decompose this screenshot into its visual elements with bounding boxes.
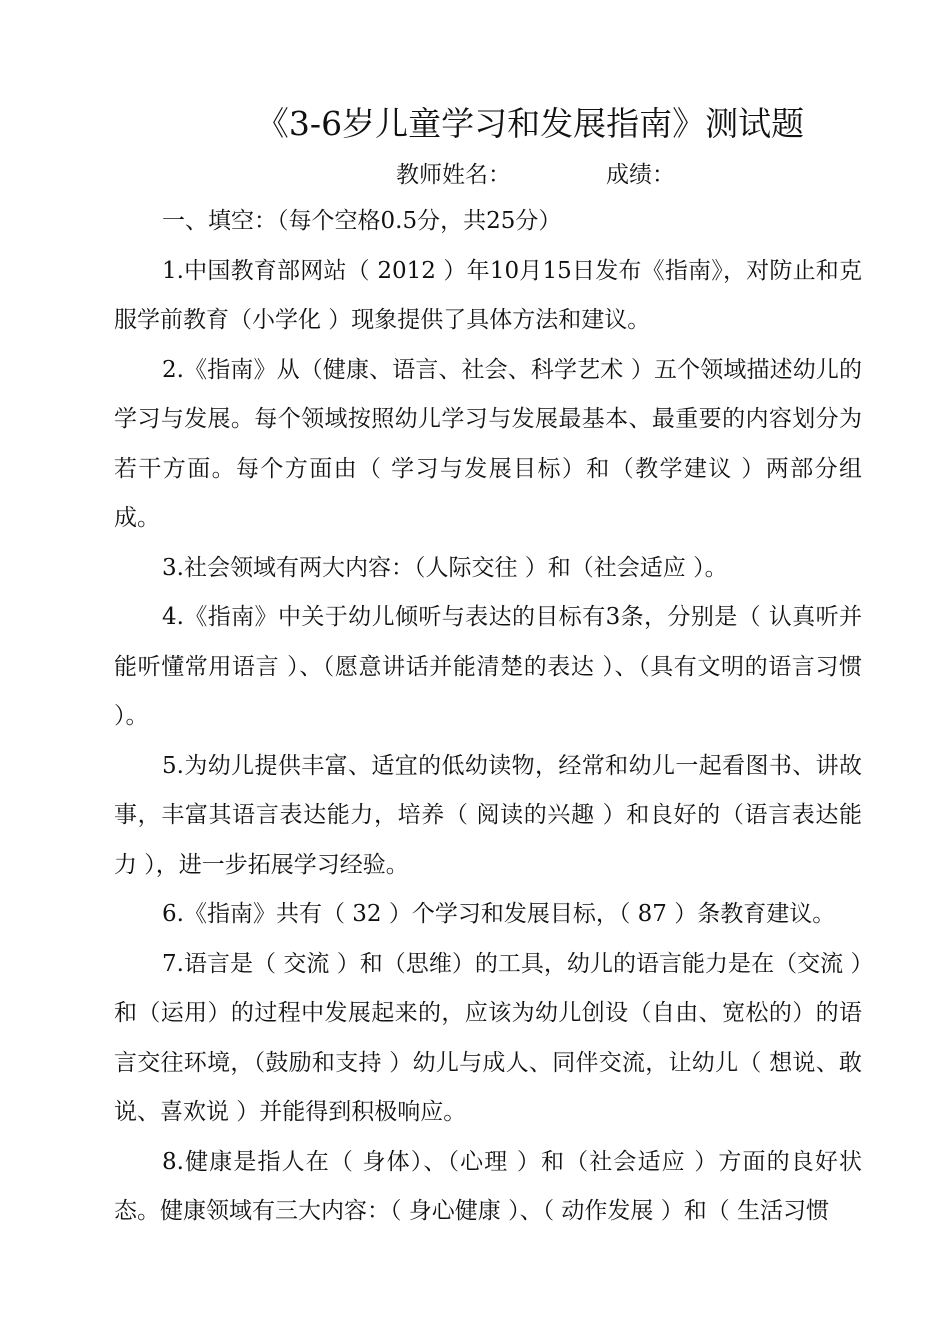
question-6: 6.《指南》共有（ 32 ）个学习和发展目标，（ 87 ）条教育建议。 (162, 901, 836, 927)
question-2: 2.《指南》从（健康、语言、社会、科学艺术 ）五个领域描述幼儿的学习与发展。每个领域按照幼儿学习与发展最基本、最重要的内容划分为若干方面。每个方面由（ 学习与发展目标）和（教学建议 ）两部分组成。 (114, 356, 862, 531)
question-8: 8.健康是指人在（ 身体）、（心理 ）和（社会适应 ）方面的良好状态。健康领域有三大内容：（ 身心健康 ）、（ 动作发展 ）和（ 生活习惯 (114, 1148, 862, 1224)
question-3: 3.社会领域有两大内容：（人际交往 ）和（社会适应 ）。 (162, 554, 728, 581)
question-7: 7.语言是（ 交流 ）和（思维）的工具，幼儿的语言能力是在（交流 ）和（运用）的过程中发展起来的，应该为幼儿创设（自由、宽松的）的语言交往环境，（鼓励和支持 ）幼儿与成人、同伴交流，让幼儿（ 想说、敢说、喜欢说 ）并能得到积极响应。 (114, 950, 862, 1125)
score-label: 成绩： (606, 162, 675, 188)
question-1: 1.中国教育部网站（ 2012 ）年10月15日发布《指南》，对防止和克服学前教育（小学化 ）现象提供了具体方法和建议。 (114, 257, 862, 333)
document-body (114, 197, 862, 1237)
document-title: 《3-6岁儿童学习和发展指南》测试题 (255, 104, 805, 143)
question-4: 4.《指南》中关于幼儿倾听与表达的目标有3条，分别是（ 认真听并能听懂常用语言 ）、（愿意讲话并能清楚的表达 ）、（具有文明的语言习惯 ）。 (114, 604, 862, 729)
section-heading: 一、填空：（每个空格0.5分，共25分） (162, 208, 562, 234)
question-5: 5.为幼儿提供丰富、适宜的低幼读物，经常和幼儿一起看图书、讲故事，丰富其语言表达能力，培养（ 阅读的兴趣 ）和良好的（语言表达能力 ），进一步拓展学习经验。 (114, 752, 862, 878)
teacher-name-label: 教师姓名： (396, 162, 511, 188)
